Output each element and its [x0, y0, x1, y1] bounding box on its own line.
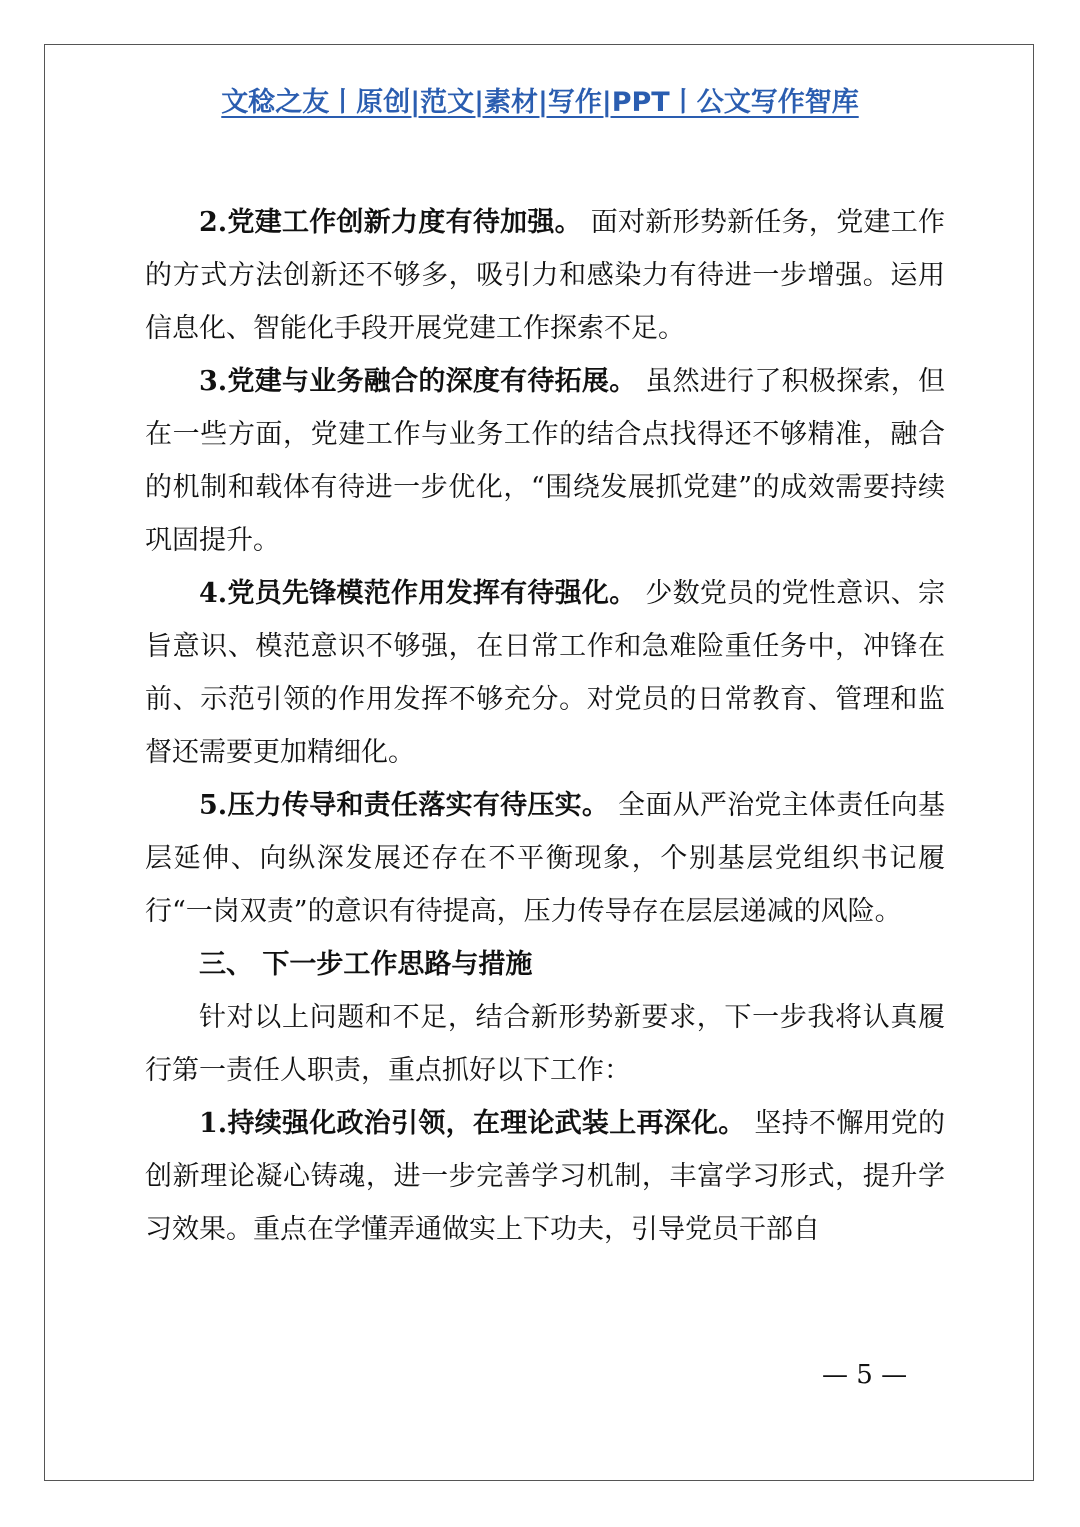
- page-number: — 5 —: [822, 1360, 908, 1390]
- paragraph-4: [145, 567, 945, 779]
- paragraph-heading: 3.党建与业务融合的深度有待拓展。: [199, 366, 637, 397]
- paragraph-text: 全面从严治党主体责任向基层延伸、向纵深发展还存在不平衡现象，个别基层党组织书记履行“一岗双责”的意识有待提高，压力传导存在层层递减的风险。: [145, 790, 945, 927]
- paragraph-3: [145, 355, 945, 567]
- paragraph-heading: 5.压力传导和责任落实有待压实。: [199, 790, 610, 821]
- paragraph-2: [145, 196, 945, 355]
- paragraph-text: 少数党员的党性意识、宗旨意识、模范意识不够强，在日常工作和急难险重任务中，冲锋在前、示范引领的作用发挥不够充分。对党员的日常教育、管理和监督还需要更加精细化。: [145, 578, 945, 768]
- header-title-link[interactable]: 文稔之友丨原创|范文|素材|写作|PPT丨公文写作智库: [221, 87, 859, 118]
- header-banner[interactable]: [0, 80, 1080, 119]
- measure-1: [145, 1097, 945, 1256]
- section-intro: 针对以上问题和不足，结合新形势新要求，下一步我将认真履行第一责任人职责，重点抓好以下工作：: [145, 1002, 945, 1086]
- paragraph-heading: 2.党建工作创新力度有待加强。: [199, 207, 582, 238]
- measure-heading: 1.持续强化政治引领，在理论武装上再深化。: [199, 1108, 746, 1139]
- paragraph-5: [145, 779, 945, 938]
- document-body: [145, 196, 945, 1256]
- paragraph-text: 虽然进行了积极探索，但在一些方面，党建工作与业务工作的结合点找得还不够精准，融合的机制和载体有待进一步优化，“围绕发展抓党建”的成效需要持续巩固提升。: [145, 366, 945, 556]
- paragraph-heading: 4.党员先锋模范作用发挥有待强化。: [199, 578, 637, 609]
- section-heading: 三、 下一步工作思路与措施: [199, 949, 533, 980]
- measure-text: 坚持不懈用党的创新理论凝心铸魂，进一步完善学习机制，丰富学习形式，提升学习效果。重点在学懂弄通做实上下功夫，引导党员干部自: [145, 1108, 946, 1245]
- paragraph-text: 面对新形势新任务，党建工作的方式方法创新还不够多，吸引力和感染力有待进一步增强。运用信息化、智能化手段开展党建工作探索不足。: [145, 207, 945, 344]
